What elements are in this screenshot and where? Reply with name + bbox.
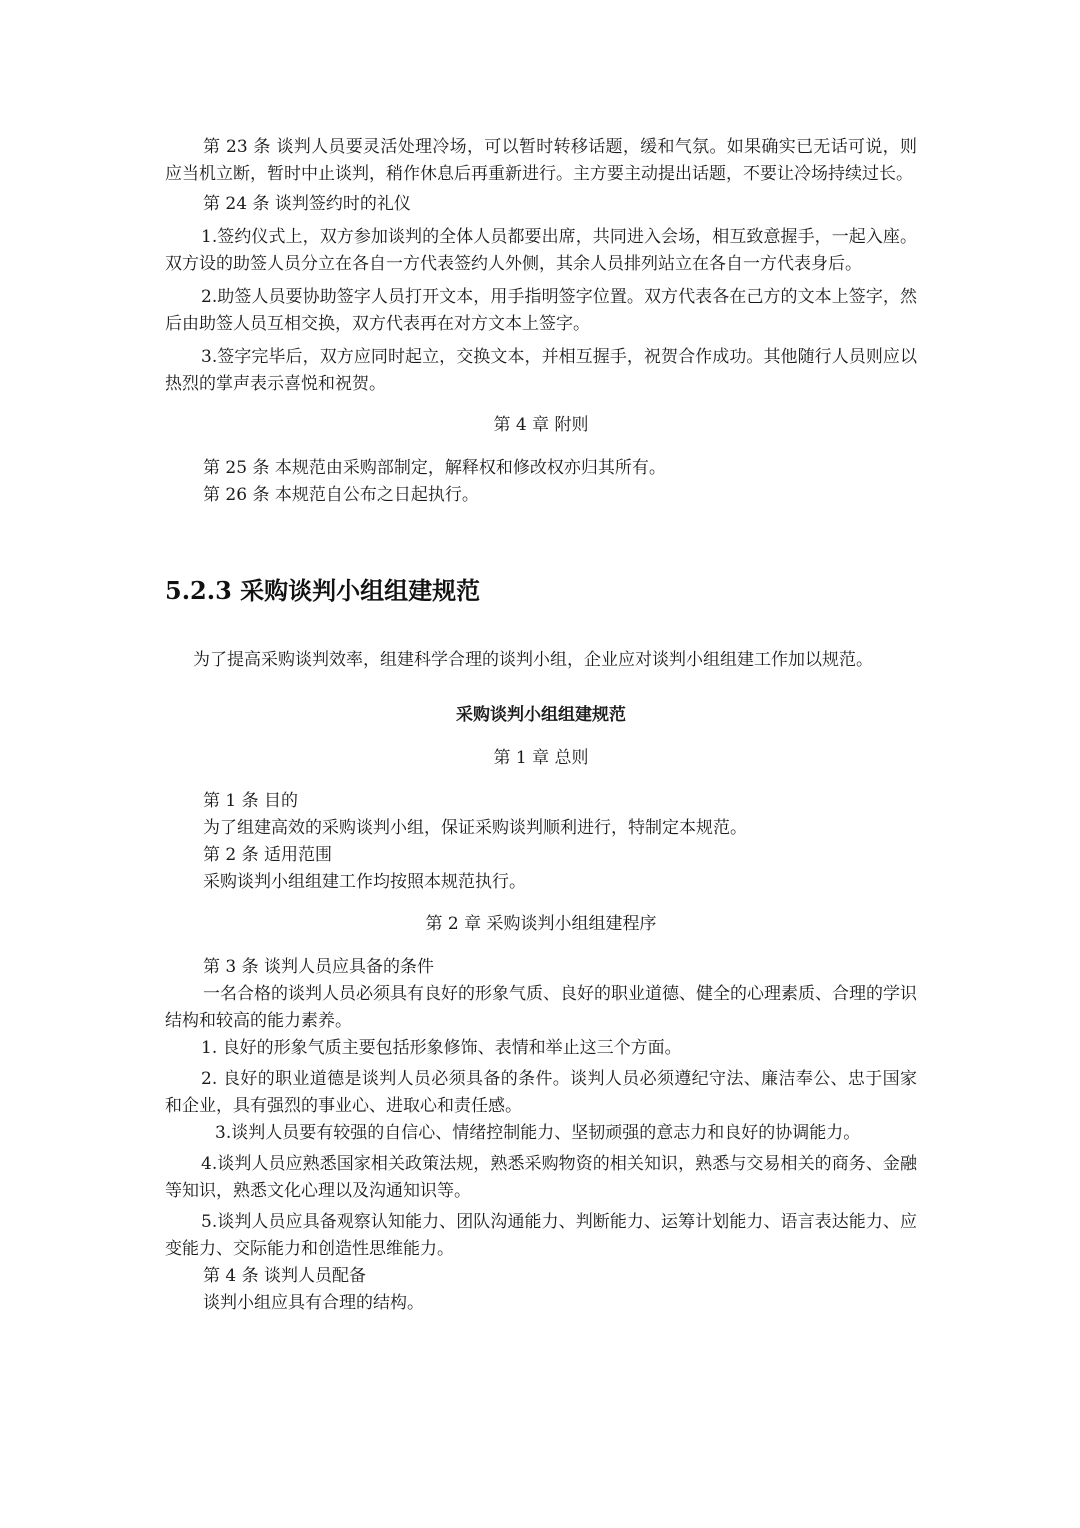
article-3-title: 第 3 条 谈判人员应具备的条件 <box>203 957 435 977</box>
article-4-title: 第 4 条 谈判人员配备 <box>203 1266 367 1286</box>
section-intro: 为了提高采购谈判效率，组建科学合理的谈判小组，企业应对谈判小组组建工作加以规范。 <box>193 650 873 670</box>
article-3-text: 一名合格的谈判人员必须具有良好的形象气质、良好的职业道德、健全的心理素质、合理的学识结构和较高的能力素养。 <box>165 984 917 1031</box>
article-2-title: 第 2 条 适用范围 <box>203 845 333 865</box>
article-1-title: 第 1 条 目的 <box>203 791 299 811</box>
article-23: 第 23 条 谈判人员要灵活处理冷场，可以暂时转移话题，缓和气氛。如果确实已无话可说，则应当机立断，暂时中止谈判，稍作休息后再重新进行。主方要主动提出话题，不要让冷场持续过长。 <box>165 137 917 184</box>
article-3-item-2: 2. 良好的职业道德是谈判人员必须具备的条件。谈判人员必须遵纪守法、廉洁奉公、忠于国家和企业，具有强烈的事业心、进取心和责任感。 <box>165 1069 917 1116</box>
article-24-item-3: 3.签字完毕后，双方应同时起立，交换文本，并相互握手，祝贺合作成功。其他随行人员则应以热烈的掌声表示喜悦和祝贺。 <box>165 347 917 394</box>
article-25: 第 25 条 本规范由采购部制定，解释权和修改权亦归其所有。 <box>203 458 666 478</box>
article-3-item-4: 4.谈判人员应熟悉国家相关政策法规，熟悉采购物资的相关知识，熟悉与交易相关的商务、金融等知识，熟悉文化心理以及沟通知识等。 <box>165 1154 917 1201</box>
article-3-item-5: 5.谈判人员应具备观察认知能力、团队沟通能力、判断能力、运筹计划能力、语言表达能力、应变能力、交际能力和创造性思维能力。 <box>165 1212 917 1259</box>
article-3-item-1: 1. 良好的形象气质主要包括形象修饰、表情和举止这三个方面。 <box>201 1038 682 1058</box>
document-title: 采购谈判小组组建规范 <box>456 705 626 725</box>
article-24-title: 第 24 条 谈判签约时的礼仪 <box>203 194 411 214</box>
article-24-item-1: 1.签约仪式上，双方参加谈判的全体人员都要出席，共同进入会场，相互致意握手，一起入座。双方设的助签人员分立在各自一方代表签约人外侧，其余人员排列站立在各自一方代表身后。 <box>165 227 917 274</box>
document-page <box>165 134 917 1317</box>
article-26: 第 26 条 本规范自公布之日起执行。 <box>203 485 479 505</box>
article-2-text: 采购谈判小组组建工作均按照本规范执行。 <box>203 872 526 892</box>
chapter-2-heading: 第 2 章 采购谈判小组组建程序 <box>425 914 657 934</box>
section-heading: 5.2.3 采购谈判小组组建规范 <box>165 576 481 605</box>
article-1-text: 为了组建高效的采购谈判小组，保证采购谈判顺利进行，特制定本规范。 <box>203 818 747 838</box>
chapter-4-heading: 第 4 章 附则 <box>493 415 589 435</box>
article-24-item-2: 2.助签人员要协助签字人员打开文本，用手指明签字位置。双方代表各在己方的文本上签字，然后由助签人员互相交换，双方代表再在对方文本上签字。 <box>165 287 917 334</box>
chapter-1-heading: 第 1 章 总则 <box>493 748 589 768</box>
article-4-text: 谈判小组应具有合理的结构。 <box>203 1293 424 1313</box>
article-3-item-3: 3.谈判人员要有较强的自信心、情绪控制能力、坚韧顽强的意志力和良好的协调能力。 <box>215 1123 861 1143</box>
